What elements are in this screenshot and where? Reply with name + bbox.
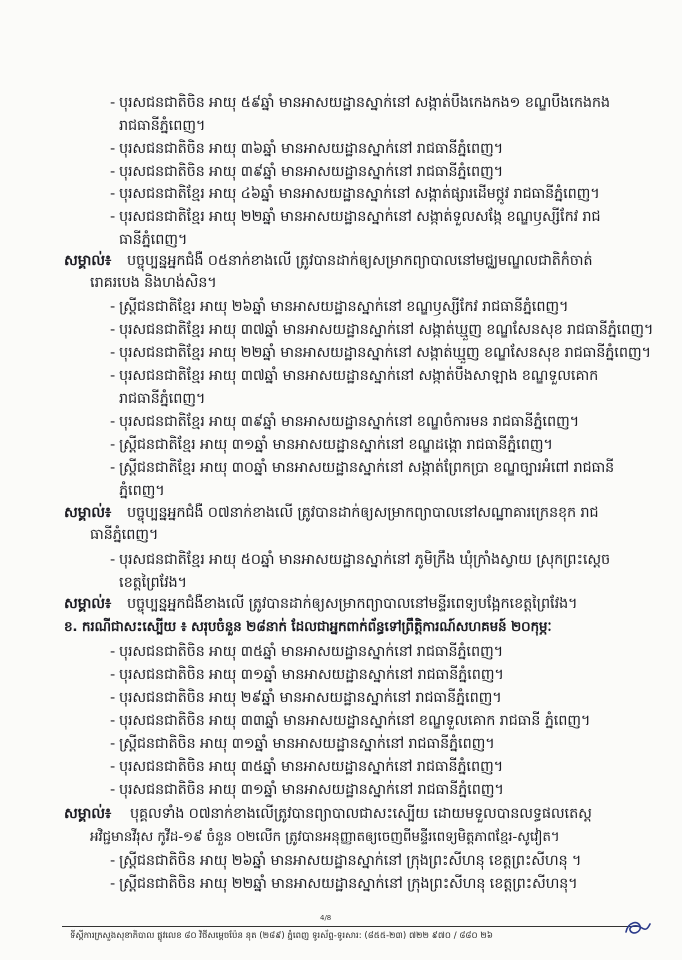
list-item: - បុរសជនជាតិចិន អាយុ ៣១ឆ្នាំ មានអាសយដ្ឋានស្នាក់នៅ រាជធានីភ្នំពេញ។ [119, 780, 504, 800]
list-item: - ស្ត្រីជនជាតិខ្មែរ អាយុ ៣០ឆ្នាំ មានអាសយដ្ឋានស្នាក់នៅ សង្កាត់ព្រែកប្រា ខណ្ឌច្បារអំពៅ រាជធានី [119, 458, 614, 478]
section-heading: ខ. ករណីជាសះស្បើយ ៖ សរុបចំនួន ២៨នាក់ ដែលជាអ្នកពាក់ព័ន្ធទៅព្រឹត្តិការណ៍សហគមន៍ ២០កុម្ភៈ [64, 619, 552, 635]
note-text: បច្ចុប្បន្នអ្នកជំងឺ ០៧នាក់ខាងលើ ត្រូវបានដាក់ឲ្យសម្រាកព្យាបាលនៅសណ្ឋាគារក្រេនខុក រាជ [127, 505, 599, 521]
list-item: - បុរសជនជាតិចិន អាយុ ៣១ឆ្នាំ មានអាសយដ្ឋានស្នាក់នៅ រាជធានីភ្នំពេញ។ [119, 665, 504, 685]
list-item-continuation: ភ្នំពេញ។ [119, 483, 165, 499]
list-item: - បុរសជនជាតិខ្មែរ អាយុ ៣៩ឆ្នាំ មានអាសយដ្ឋានស្នាក់នៅ ខណ្ឌចំការមន រាជធានីភ្នំពេញ។ [119, 412, 579, 432]
note-label: សម្គាល់៖ [64, 596, 111, 612]
list-item: - បុរសជនជាតិចិន អាយុ ៣៥ឆ្នាំ មានអាសយដ្ឋានស្នាក់នៅ រាជធានីភ្នំពេញ។ [119, 642, 503, 662]
list-item: - ស្ត្រីជនជាតិចិន អាយុ ៣១ឆ្នាំ មានអាសយដ្ឋានស្នាក់នៅ រាជធានីភ្នំពេញ។ [119, 734, 495, 754]
note-text-continuation: ធានីភ្នំពេញ។ [90, 527, 159, 543]
list-item: - ស្ត្រីជនជាតិខ្មែរ អាយុ ២៦ឆ្នាំ មានអាសយដ្ឋានស្នាក់នៅ ខណ្ឌឫស្សីកែវ រាជធានីភ្នំពេញ។ [119, 297, 568, 317]
list-item: - ស្ត្រីជនជាតិចិន អាយុ ២៦ឆ្នាំ មានអាសយដ្ឋានស្នាក់នៅ ក្រុងព្រះសីហនុ ខេត្តព្រះសីហនុ ។ [119, 851, 581, 871]
list-item-continuation: រាជធានីភ្នំពេញ។ [119, 391, 206, 407]
note-text-continuation: អវិជ្ជមានវីរុស កូវីដ-១៩ ចំនួន ០២លើក ត្រូវបានអនុញ្ញាតឲ្យចេញពីមន្ទីរពេទ្យមិត្តភាពខ្មែរ-សូវៀត។ [90, 829, 560, 845]
initials-signature-icon [622, 916, 654, 940]
page-number: 4/8 [320, 914, 332, 922]
list-item: - ស្ត្រីជនជាតិចិន អាយុ ២២ឆ្នាំ មានអាសយដ្ឋានស្នាក់នៅ ក្រុងព្រះសីហនុ ខេត្តព្រះសីហនុ។ [119, 874, 578, 894]
list-item: - បុរសជនជាតិខ្មែរ អាយុ ៣៧ឆ្នាំ មានអាសយដ្ឋានស្នាក់នៅ សង្កាត់ឃ្មួញ ខណ្ឌសែនសុខ រាជធានីភ្នំពេញ។ [119, 320, 653, 340]
list-item: - បុរសជនជាតិខ្មែរ អាយុ ២២ឆ្នាំ មានអាសយដ្ឋានស្នាក់នៅ សង្កាត់ឃ្មួញ ខណ្ឌសែនសុខ រាជធានីភ្នំពេញ។ [119, 343, 651, 363]
list-item: - បុរសជនជាតិខ្មែរ អាយុ ៥០ឆ្នាំ មានអាសយដ្ឋានស្នាក់នៅ ភូមិក្រឹង ឃុំក្រាំងស្វាយ ស្រុកព្រះស្ដេច [119, 550, 610, 570]
footer-address: ទីស្តីការក្រសួងសុខាភិបាល ផ្លូវលេខ ៨០ វិថីសម្តេចប៉ែន នុត (២៨៩) ភ្នំពេញ ទូរស័ព្ទ-ទូរសារ: (៨៥៥-២៣) ៧២២ ៩៧០ / ៨៨០ ២៦ [70, 931, 493, 941]
list-item: - បុរសជនជាតិចិន អាយុ ៣៩ឆ្នាំ មានអាសយដ្ឋានស្នាក់នៅ រាជធានីភ្នំពេញ។ [119, 162, 503, 182]
list-item: - បុរសជនជាតិខ្មែរ អាយុ ៣៧ឆ្នាំ មានអាសយដ្ឋានស្នាក់នៅ សង្កាត់បឹងសាឡាង ខណ្ឌទួលគោក [119, 366, 598, 386]
list-item: - បុរសជនជាតិចិន អាយុ ៣៦ឆ្នាំ មានអាសយដ្ឋានស្នាក់នៅ រាជធានីភ្នំពេញ។ [119, 139, 503, 159]
note-text: បច្ចុប្បន្នអ្នកជំងឺខាងលើ ត្រូវបានដាក់ឲ្យសម្រាកព្យាបាលនៅមន្ទីរពេទ្យបង្អែកខេត្តព្រៃវែង។ [127, 596, 578, 612]
list-item: - បុរសជនជាតិខ្មែរ អាយុ ៤៦ឆ្នាំ មានអាសយដ្ឋានស្នាក់នៅ សង្កាត់ផ្សារដើមថ្កូវ រាជធានីភ្នំពេញ។ [119, 184, 600, 204]
list-item: - បុរសជនជាតិចិន អាយុ ៥៩ឆ្នាំ មានអាសយដ្ឋានស្នាក់នៅ សង្កាត់បឹងកេងកង១ ខណ្ឌបឹងកេងកង [119, 93, 610, 113]
note-label: សម្គាល់៖ [64, 505, 111, 521]
list-item-continuation: ធានីភ្នំពេញ។ [119, 232, 188, 248]
list-item: - បុរសជនជាតិខ្មែរ អាយុ ២២ឆ្នាំ មានអាសយដ្ឋានស្នាក់នៅ សង្កាត់ទួលសង្កែ ខណ្ឌឫស្សីកែវ រាជ [119, 207, 600, 227]
note-label: សម្គាល់៖ [64, 253, 111, 269]
list-item-continuation: ខេត្តព្រៃវែង។ [119, 575, 187, 591]
note-text: បច្ចុប្បន្នអ្នកជំងឺ ០៥នាក់ខាងលើ ត្រូវបានដាក់ឲ្យសម្រាកព្យាបាលនៅមជ្ឈមណ្ឌលជាតិកំចាត់ [127, 253, 593, 269]
note-text: បុគ្គលទាំង ០៧នាក់ខាងលើត្រូវបានព្យាបាលជាសះស្បើយ ដោយមទួលបានលទ្ធផលតេស្ត [130, 806, 592, 822]
list-item: - ស្ត្រីជនជាតិខ្មែរ អាយុ ៣១ឆ្នាំ មានអាសយដ្ឋានស្នាក់នៅ ខណ្ឌដង្កោ រាជធានីភ្នំពេញ។ [119, 435, 553, 455]
note-text-continuation: រោគរបេង និងហង់សិន។ [90, 275, 217, 291]
footer-divider [62, 926, 640, 927]
list-item: - បុរសជនជាតិចិន អាយុ ៣៣ឆ្នាំ មានអាសយដ្ឋានស្នាក់នៅ ខណ្ឌទួលគោក រាជធានី ភ្នំពេញ។ [119, 711, 590, 731]
list-item: - បុរសជនជាតិចិន អាយុ ២៩ឆ្នាំ មានអាសយដ្ឋានស្នាក់នៅ រាជធានីភ្នំពេញ។ [119, 688, 502, 708]
note-label: សម្គាល់៖ [64, 806, 111, 822]
list-item: - បុរសជនជាតិចិន អាយុ ៣៥ឆ្នាំ មានអាសយដ្ឋានស្នាក់នៅ រាជធានីភ្នំពេញ។ [119, 757, 503, 777]
list-item-continuation: រាជធានីភ្នំពេញ។ [119, 118, 206, 134]
